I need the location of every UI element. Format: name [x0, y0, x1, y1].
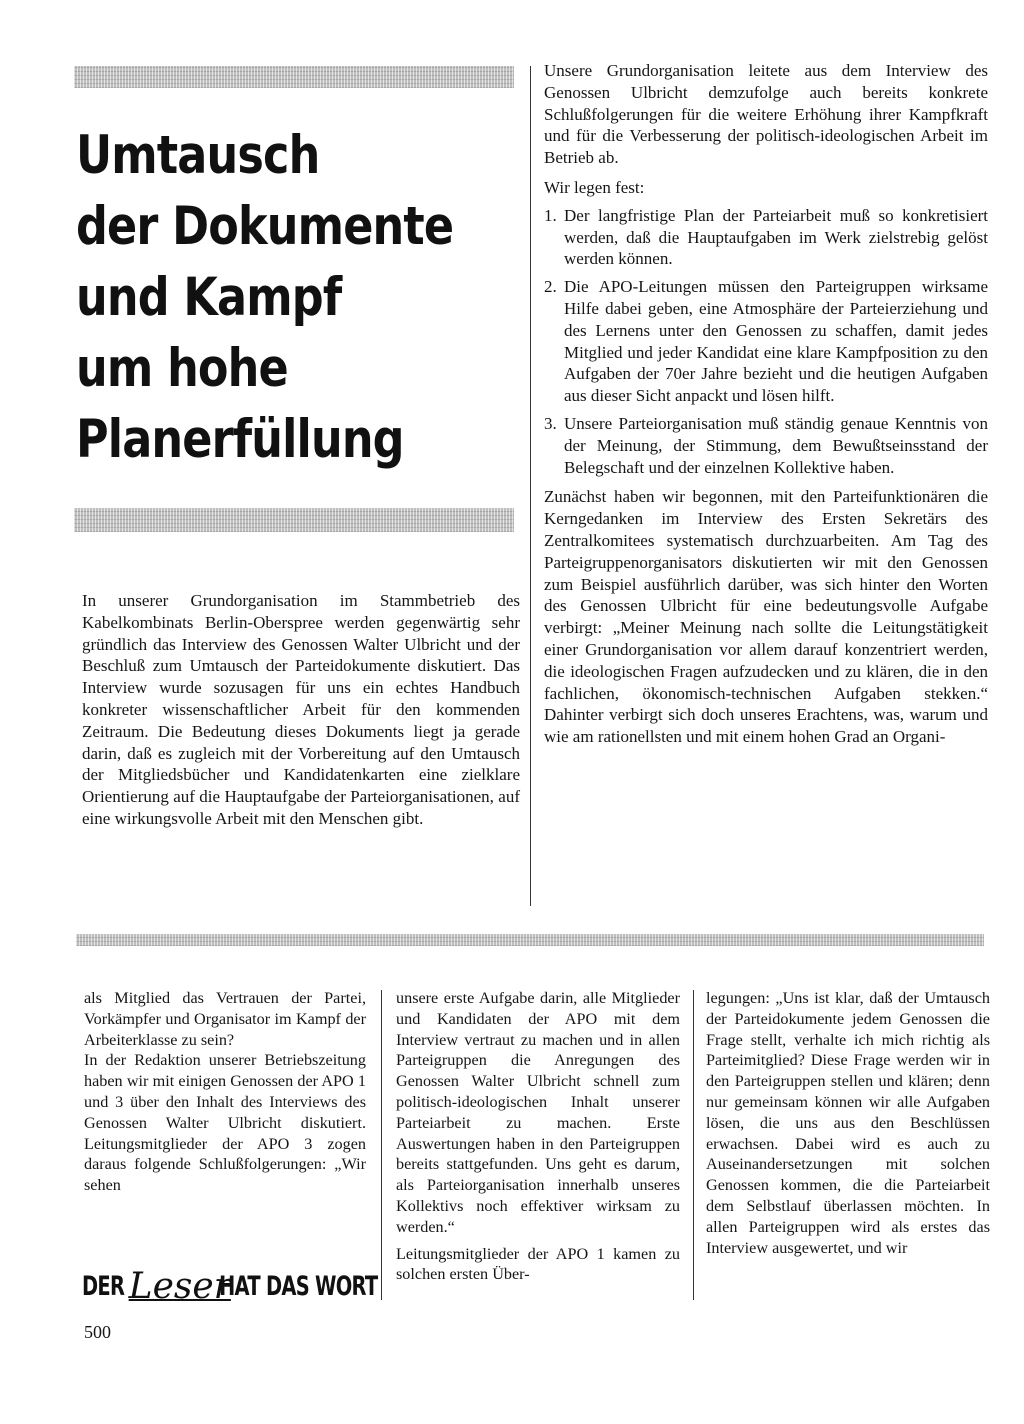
headline-line: der Dokumente [76, 196, 454, 257]
headline-line: Umtausch [76, 125, 320, 186]
paragraph: Zunächst haben wir begonnen, mit den Parteifunktionären die Kerngedanken im Interview des Ersten Sekretärs des Zentralkomitees systematisch durchzuarbeiten. Am Tag des Parteigruppenorganisators diskutierten wir mit den Genossen zum Beispiel ausführlich darüber, was sich hinter den Worten des Genossen Ulbricht für eine bedeutungsvolle Aufgabe verbirgt: „Meiner Meinung nach sollte die Leitungstätigkeit einer Grundorganisation vor allem darauf konzentriert werden, die ideologischen Fragen aufzudecken und zu klären, die in den fachlichen, ökonomisch-technischen Aufgaben stekken.“ Dahinter verbirgt sich doch unseres Erachtens, was, warum und wie am rationellsten und mit einem hohen Grad an Organi- [544, 487, 988, 747]
headline [76, 120, 454, 475]
page-number: 500 [84, 1322, 111, 1342]
list-number: 1. [544, 205, 557, 225]
list-number: 2. [544, 277, 557, 297]
paragraph: unsere erste Aufgabe darin, alle Mitglieder und Kandidaten der APO mit dem Interview vertraut zu machen und in allen Parteigruppen die Anregungen des Genossen Walter Ulbricht schnell zum politisch-ideologischen Inhalt unserer Parteiarbeit zu machen. Erste Auswertungen haben in den Parteigruppen bereits stattgefunden. Uns geht es darum, als Parteiorganisation innerhalb unseres Kollektivs noch effektiver wirksam zu werden.“ [396, 989, 680, 1236]
list-text: Unsere Parteiorganisation muß ständig genaue Kenntnis von der Meinung, der Stimmung, dem Bewußtseinsstand der Belegschaft und der einzelnen Kollektive haben. [564, 413, 988, 477]
right-column-article [544, 60, 988, 748]
left-column-article [82, 590, 520, 830]
list-text: Die APO-Leitungen müssen den Parteigruppen wirksame Hilfe dabei geben, eine Atmosphäre der Parteierziehung und des Lernens unter den Genossen zu schaffen, damit jedes Mitglied und jeder Kandidat eine klare Kampfposition zu den Aufgaben der 70er Jahre bezieht und die heutigen Aufgaben aus dieser Sicht anpackt und lösen hilft. [564, 277, 988, 406]
paragraph: legungen: „Uns ist klar, daß der Umtausch der Parteidokumente jedem Genossen die Frage stellt, verhalte ich mich richtig als Parteimitglied? Diese Frage werden wir in den Parteigruppen stellen und klären; denn nur gemeinsam können wir alle Aufgaben lösen, die uns aus den Beschlüssen erwachsen. Dabei wird es auch zu Auseinandersetzungen mit solchen Genossen kommen, die die Parteiarbeit dem Selbstlauf überlassen möchten. In allen Parteigruppen wird als erstes das Interview ausgewertet, und wir [706, 989, 990, 1257]
der-leser-hat-das-wort-logo [82, 1262, 378, 1310]
paragraph: Unsere Grundorganisation leitete aus dem Interview des Genossen Ulbricht demzufolge auch bereits konkrete Schlußfolgerungen für die weitere Erhöhung ihrer Kampfkraft und für die Verbesserung der politisch-ideologischen Arbeit im Betrieb ab. [544, 61, 988, 168]
halftone-band-mid [74, 508, 514, 532]
paragraph: In der Redaktion unserer Betriebszeitung haben wir mit einigen Genossen der APO 1 und 3 über den Inhalt des Interviews des Genossen Walter Ulbricht diskutiert. Leitungsmitglieder der APO 3 zogen daraus folgende Schlußfolgerungen: „Wir sehen [84, 1051, 366, 1195]
paragraph: In unserer Grundorganisation im Stammbetrieb des Kabelkombinats Berlin-Oberspree werden gegenwärtig sehr gründlich das Interview des Genossen Walter Ulbricht und der Beschluß zum Umtausch der Parteidokumente diskutiert. Das Interview wurde sozusagen für uns ein echtes Handbuch konkreter wissenschaftlicher Arbeit für den kommenden Zeitraum. Die Bedeutung dieses Dokuments liegt ja gerade darin, daß es zugleich mit der Vorbereitung auf den Umtausch der Mitgliedsbücher und Kandidatenkarten eine zielklare Orientierung auf die Hauptaufgabe der Parteiorganisationen, auf eine wirkungsvolle Arbeit mit den Menschen gibt. [82, 591, 520, 828]
list-number: 3. [544, 413, 557, 433]
logo-script: Leser [128, 1265, 231, 1307]
bottom-column-3 [706, 988, 990, 1258]
halftone-band-bottom [76, 934, 984, 946]
list-item [544, 276, 988, 407]
column-divider-bottom-1 [381, 990, 382, 1300]
logo-text-left: DER [82, 1270, 125, 1302]
bottom-column-1 [84, 988, 366, 1196]
list-text: Der langfristige Plan der Parteiarbeit muß so konkretisiert werden, daß die Hauptaufgaben im Werk zielstrebig gelöst werden können. [564, 205, 988, 269]
paragraph: Leitungsmitglieder der APO 1 kamen zu solchen ersten Über- [396, 1244, 680, 1284]
list-item [544, 205, 988, 270]
halftone-band-top [74, 66, 514, 88]
column-divider-bottom-2 [693, 990, 694, 1300]
column-divider-top [530, 66, 531, 906]
headline-line: und Kampf [76, 267, 342, 328]
paragraph: als Mitglied das Vertrauen der Partei, Vorkämpfer und Organisator im Kampf der Arbeiterklasse zu sein? [84, 989, 366, 1049]
headline-line: um hohe [76, 338, 288, 399]
headline-line: Planerfüllung [76, 409, 404, 470]
bottom-column-2 [396, 988, 680, 1285]
logo-text-right: HAT DAS WORT [218, 1270, 378, 1302]
list-intro: Wir legen fest: [544, 177, 645, 197]
list-item [544, 413, 988, 478]
